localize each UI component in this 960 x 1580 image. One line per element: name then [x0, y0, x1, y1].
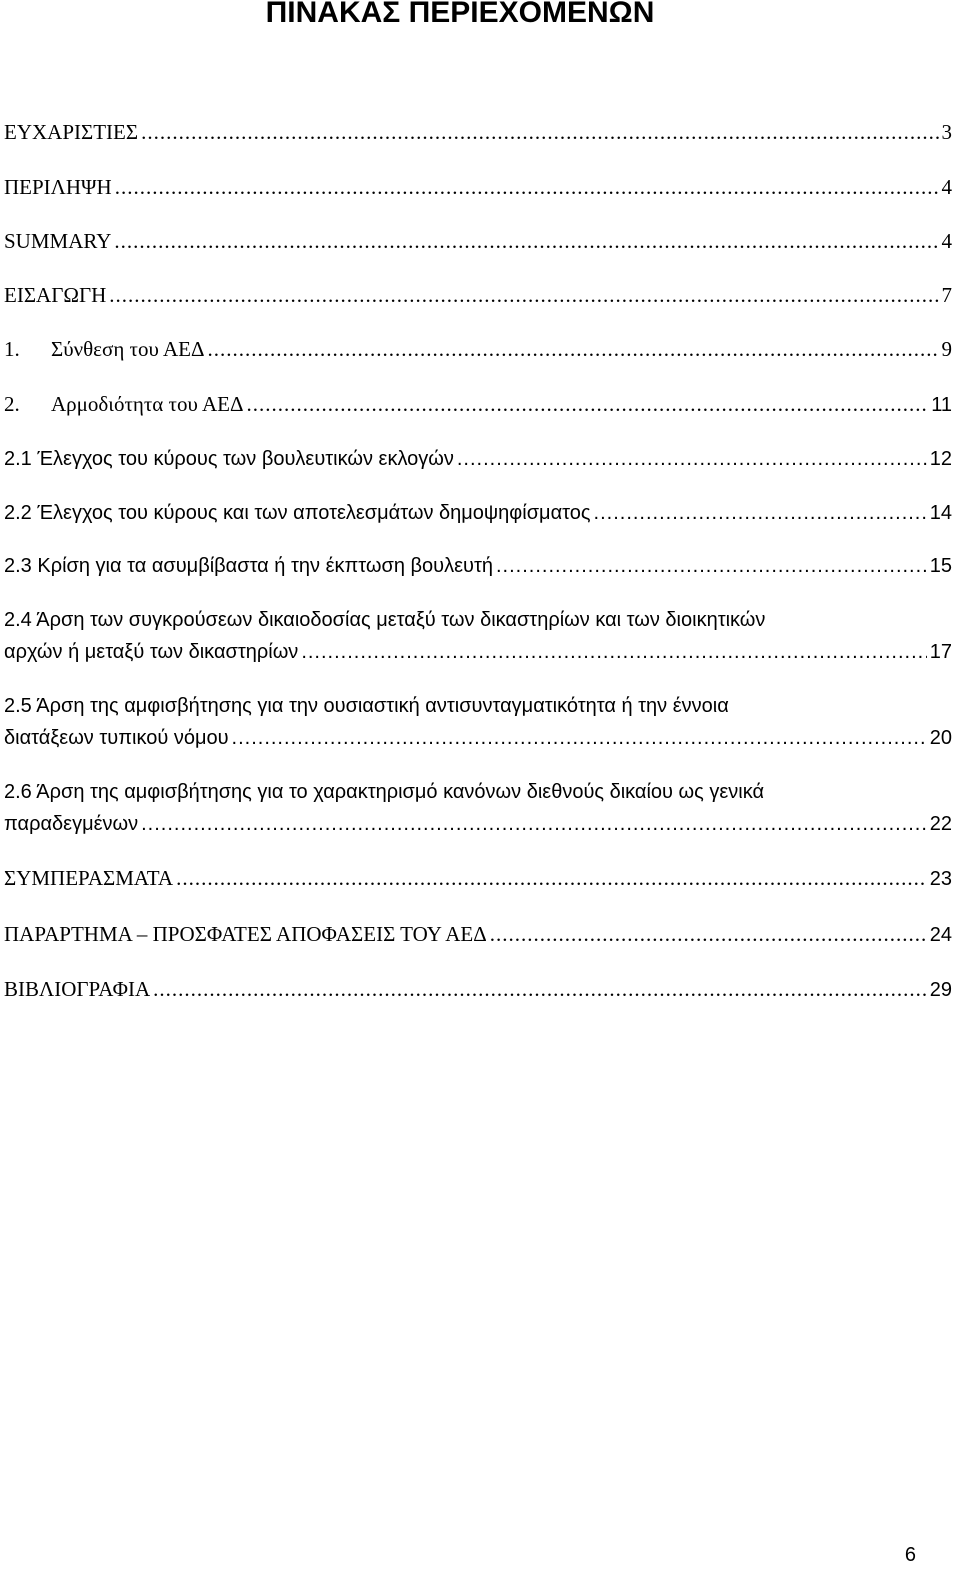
toc-entry-page: 29 [929, 979, 952, 1001]
toc-entry-summary[interactable] [4, 225, 952, 257]
toc-leader-dots [457, 443, 927, 475]
toc-entry-page: 24 [929, 924, 952, 946]
toc-entry-bibliography[interactable] [4, 973, 952, 1006]
toc-entry-label: Αρμοδιότητα του ΑΕΔ [51, 392, 244, 416]
toc-entry-label: παραδεγμένων [4, 813, 139, 835]
toc-leader-dots [176, 862, 927, 894]
toc-leader-dots [141, 116, 938, 148]
toc-leader-dots [594, 497, 927, 529]
toc-entry-label: ΠΑΡΑΡΤΗΜΑ – ΠΡΟΣΦΑΤΕΣ ΑΠΟΦΑΣΕΙΣ ΤΟΥ ΑΕΔ [4, 922, 487, 946]
toc-entry-page: 4 [941, 229, 952, 253]
toc-entry-page: 22 [929, 813, 952, 835]
toc-entry-label-line1: 2.6 Άρση της αμφισβήτησης για το χαρακτηρισμό κανόνων διεθνούς δικαίου ως γενικά [4, 781, 765, 803]
toc-entry-page: 4 [941, 175, 952, 199]
toc-entry-abstract[interactable] [4, 171, 952, 203]
toc-entry-page: 11 [931, 394, 952, 416]
toc-entry-page: 7 [941, 283, 952, 307]
toc-entry-introduction[interactable] [4, 279, 952, 311]
toc-entry-label: διατάξεων τυπικού νόμου [4, 727, 229, 749]
toc-entry-label: ΠΕΡΙΛΗΨΗ [4, 175, 112, 199]
toc-title: ΠΙΝΑΚΑΣ ΠΕΡΙΕΧΟΜΕΝΩΝ [265, 0, 655, 29]
toc-entry-label-line1: 2.5 Άρση της αμφισβήτησης για την ουσιαστική αντισυνταγματικότητα ή την έννοια [4, 695, 729, 717]
toc-entry-label: 2.2 Έλεγχος του κύρους και των αποτελεσμάτων δημοψηφίσματος [4, 502, 591, 524]
toc-entry-label-line1: 2.4 Άρση των συγκρούσεων δικαιοδοσίας μεταξύ των δικαστηρίων και των διοικητικών [4, 609, 766, 631]
toc-leader-dots [115, 171, 939, 203]
toc-entry-label: Σύνθεση του ΑΕΔ [51, 337, 205, 361]
toc-entry-page: 17 [929, 641, 952, 663]
toc-leader-dots [207, 333, 938, 365]
toc-leader-dots [109, 279, 938, 311]
toc-entry-page: 23 [929, 868, 952, 890]
toc-leader-dots [490, 918, 927, 950]
page-number: 6 [904, 1544, 916, 1566]
toc-entry-page: 14 [929, 502, 952, 524]
toc-entry-label: ΒΙΒΛΙΟΓΡΑΦΙΑ [4, 977, 151, 1001]
toc-entry-section-2-1[interactable] [4, 443, 952, 475]
toc-leader-dots [301, 636, 926, 668]
toc-entry-page: 9 [941, 337, 952, 361]
toc-entry-label: ΕΙΣΑΓΩΓΗ [4, 283, 107, 307]
toc-entry-section-2-6[interactable] [4, 776, 952, 840]
toc-leader-dots [232, 722, 927, 754]
toc-entry-number: 2. [4, 392, 20, 416]
toc-entry-section-2-5[interactable] [4, 690, 952, 754]
toc-entry-page: 12 [929, 448, 952, 470]
toc-entry-section-2-2[interactable] [4, 497, 952, 529]
toc-entry-number: 1. [4, 337, 20, 361]
toc-leader-dots [247, 388, 929, 420]
toc-entry-page: 20 [929, 727, 952, 749]
toc-entry-section-2-4[interactable] [4, 604, 952, 668]
toc-leader-dots [141, 808, 927, 840]
toc-leader-dots [114, 225, 938, 257]
toc-entry-conclusions[interactable] [4, 862, 952, 895]
toc-leader-dots [153, 973, 927, 1005]
toc-entry-label: SUMMARY [4, 229, 112, 253]
toc-entry-page: 15 [929, 555, 952, 577]
toc-entry-acknowledgements[interactable] [4, 116, 952, 148]
toc-entry-label: αρχών ή μεταξύ των δικαστηρίων [4, 641, 299, 663]
toc-entry-label: 2.1 Έλεγχος του κύρους των βουλευτικών εκλογών [4, 448, 454, 470]
toc-entry-label: ΕΥΧΑΡΙΣΤΙΕΣ [4, 120, 139, 144]
toc-entry-chapter-2[interactable] [4, 388, 952, 421]
toc-entry-section-2-3[interactable] [4, 550, 952, 582]
toc-entry-appendix[interactable] [4, 918, 952, 951]
toc-entry-label: ΣΥΜΠΕΡΑΣΜΑΤΑ [4, 866, 174, 890]
toc-entry-chapter-1[interactable] [4, 333, 952, 365]
toc-leader-dots [496, 550, 927, 582]
toc-entry-page: 3 [941, 120, 952, 144]
toc-entry-label: 2.3 Κρίση για τα ασυμβίβαστα ή την έκπτωση βουλευτή [4, 555, 493, 577]
